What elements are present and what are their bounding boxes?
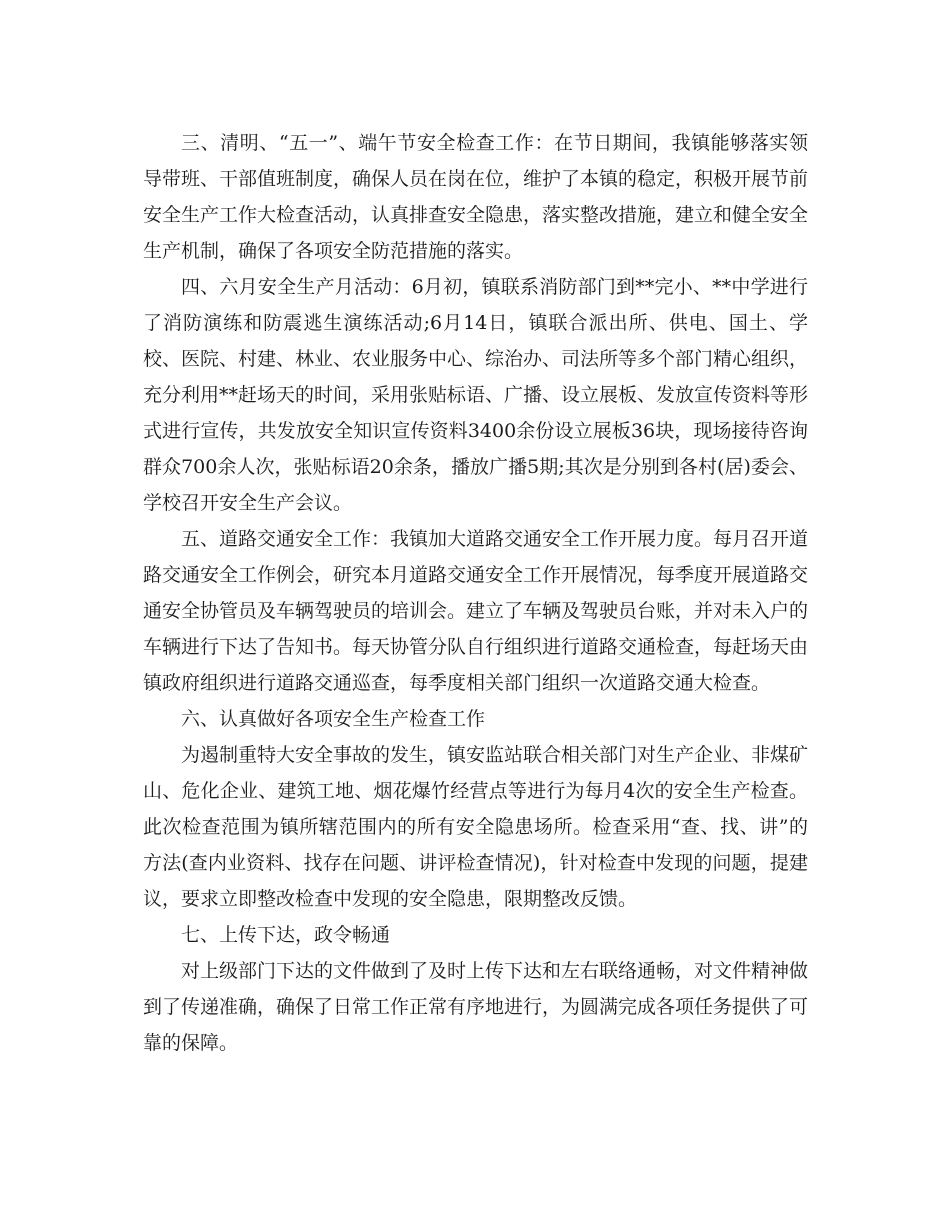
document-body — [143, 125, 808, 1061]
paragraph-road-traffic-safety: 五、道路交通安全工作：我镇加大道路交通安全工作开展力度。每月召开道路交通安全工作例会，研究本月道路交通安全工作开展情况，每季度开展道路交通安全协管员及车辆驾驶员的培训会。建立了车辆及驾驶员台账，并对未入户的车辆进行下达了告知书。每天协管分队自行组织进行道路交通检查，每赶场天由镇政府组织进行道路交通巡查，每季度相关部门组织一次道路交通大检查。 — [143, 528, 809, 694]
paragraph-holiday-safety-inspection: 三、清明、“五一”、端午节安全检查工作：在节日期间，我镇能够落实领导带班、干部值班制度，确保人员在岗在位，维护了本镇的稳定，积极开展节前安全生产工作大检查活动，认真排查安全隐患，落实整改措施，建立和健全安全生产机制，确保了各项安全防范措施的落实。 — [143, 132, 809, 262]
paragraph-inspection-details: 为遏制重特大安全事故的发生，镇安监站联合相关部门对生产企业、非煤矿山、危化企业、建筑工地、烟花爆竹经营点等进行为每月4次的安全生产检查。此次检查范围为镇所辖范围内的所有安全隐患场所。检查采用“查、找、讲”的方法(查内业资料、找存在问题、讲评检查情况)，针对检查中发现的问题，提建议，要求立即整改检查中发现的安全隐患，限期整改反馈。 — [143, 744, 809, 910]
heading-safety-production-inspection: 六、认真做好各项安全生产检查工作 — [181, 708, 486, 730]
paragraph-safety-month-activity: 四、六月安全生产月活动：6月初，镇联系消防部门到**完小、**中学进行了消防演练和防震逃生演练活动;6月14日，镇联合派出所、供电、国土、学校、医院、村建、林业、农业服务中心、综治办、司法所等多个部门精心组织，充分利用**赶场天的时间，采用张贴标语、广播、设立展板、发放宣传资料等形式进行宣传，共发放安全知识宣传资料3400余份设立展板36块，现场接待咨询群众700余人次，张贴标语20余条，播放广播5期;其次是分别到各村(居)委会、学校召开安全生产会议。 — [143, 276, 809, 514]
paragraph-communication-details: 对上级部门下达的文件做到了及时上传下达和左右联络通畅，对文件精神做到了传递准确，确保了日常工作正常有序地进行，为圆满完成各项任务提供了可靠的保障。 — [143, 960, 809, 1054]
heading-communication: 七、上传下达，政令畅通 — [181, 924, 391, 946]
